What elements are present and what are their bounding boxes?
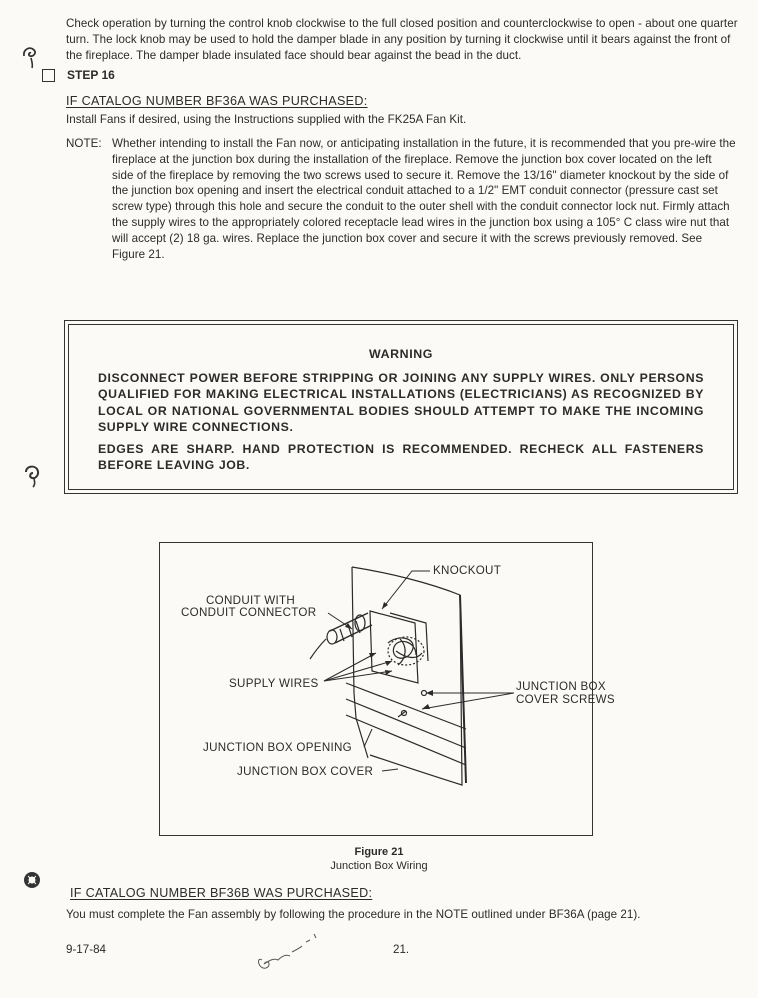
label-jb-opening: JUNCTION BOX OPENING: [203, 741, 353, 754]
install-fans-text: Install Fans if desired, using the Instructions supplied with the FK25A Fan Kit.: [66, 113, 467, 126]
catalog-b-text: You must complete the Fan assembly by following the procedure in the NOTE outlined under BF36A (page 21).: [66, 908, 641, 921]
step-label: STEP 16: [67, 68, 115, 82]
footer-date: 9-17-84: [66, 943, 106, 956]
label-supply-wires: SUPPLY WIRES: [229, 677, 319, 690]
warning-box: [64, 320, 738, 494]
step-16-heading: [42, 68, 115, 82]
warning-title: WARNING: [368, 347, 434, 361]
warning-paragraph-edges: EDGES ARE SHARP. HAND PROTECTION IS RECOMMENDED. RECHECK ALL FASTENERS BEFORE LEAVING JOB.: [98, 442, 704, 473]
label-jb-screws-line2: COVER SCREWS: [516, 693, 615, 706]
warning-paragraph-power: DISCONNECT POWER BEFORE STRIPPING OR JOINING ANY SUPPLY WIRES. ONLY PERSONS QUALIFIED FOR MAKING ELECTRICAL INSTALLATIONS (ELECTRICIANS) AS RECOGNIZED BY LOCAL OR NATIONAL GOVERNMENTAL BODIES SHOULD ATTEMPT TO MAKE THE INCOMING SUPPLY WIRE CONNECTIONS.: [98, 371, 704, 435]
step-checkbox[interactable]: [42, 69, 55, 82]
label-conduit-line1: CONDUIT WITH: [206, 594, 296, 607]
catalog-b-heading: IF CATALOG NUMBER BF36B WAS PURCHASED:: [70, 886, 373, 900]
figure-21-junction-box-diagram: [159, 542, 615, 836]
page-number: 21.: [393, 943, 410, 956]
label-jb-screws-line1: JUNCTION BOX: [516, 680, 606, 693]
catalog-a-heading: IF CATALOG NUMBER BF36A WAS PURCHASED:: [66, 94, 368, 108]
label-conduit-line2: CONDUIT CONNECTOR: [181, 606, 317, 619]
binder-hole-mark-middle: [22, 462, 42, 488]
label-knockout: KNOCKOUT: [433, 564, 502, 577]
intro-paragraph: Check operation by turning the control knob clockwise to the full closed position and counterclockwise to open - about one quarter turn. The lock knob may be used to hold the damper blade in any position by turning it clockwise until it bears against the front of the fireplace. The damper blade insulated face should bear against the bead in the duct.: [66, 17, 738, 62]
handwritten-initials: [252, 930, 332, 980]
label-jb-cover: JUNCTION BOX COVER: [237, 765, 374, 778]
binder-hole-mark-top: [20, 44, 40, 70]
figure-number: Figure 21: [354, 846, 404, 858]
note-paragraph: Whether intending to install the Fan now, or anticipating installation in the future, it is recommended that you pre-wire the fireplace at the junction box during the installation of the fireplace. Remove the junction box cover located on the left side of the fireplace by removing the two screws used to secure it. Remove the 13/16" diameter knockout by the side of the junction box opening and insert the electrical conduit attached to a 1/2" EMT conduit connector (pressure cast set screw type) through this hole and secure the conduit to the outer shell with the conduit connector lock nut. Firmly attach the supply wires to the appropriately colored receptacle lead wires in the junction box using a 105° C class wire nut that will accept (2) 18 ga. wires. Replace the junction box cover and secure it with the screws previously removed. See Figure 21.: [112, 137, 736, 261]
note-label: NOTE:: [66, 137, 102, 150]
figure-caption: Junction Box Wiring: [330, 860, 428, 872]
